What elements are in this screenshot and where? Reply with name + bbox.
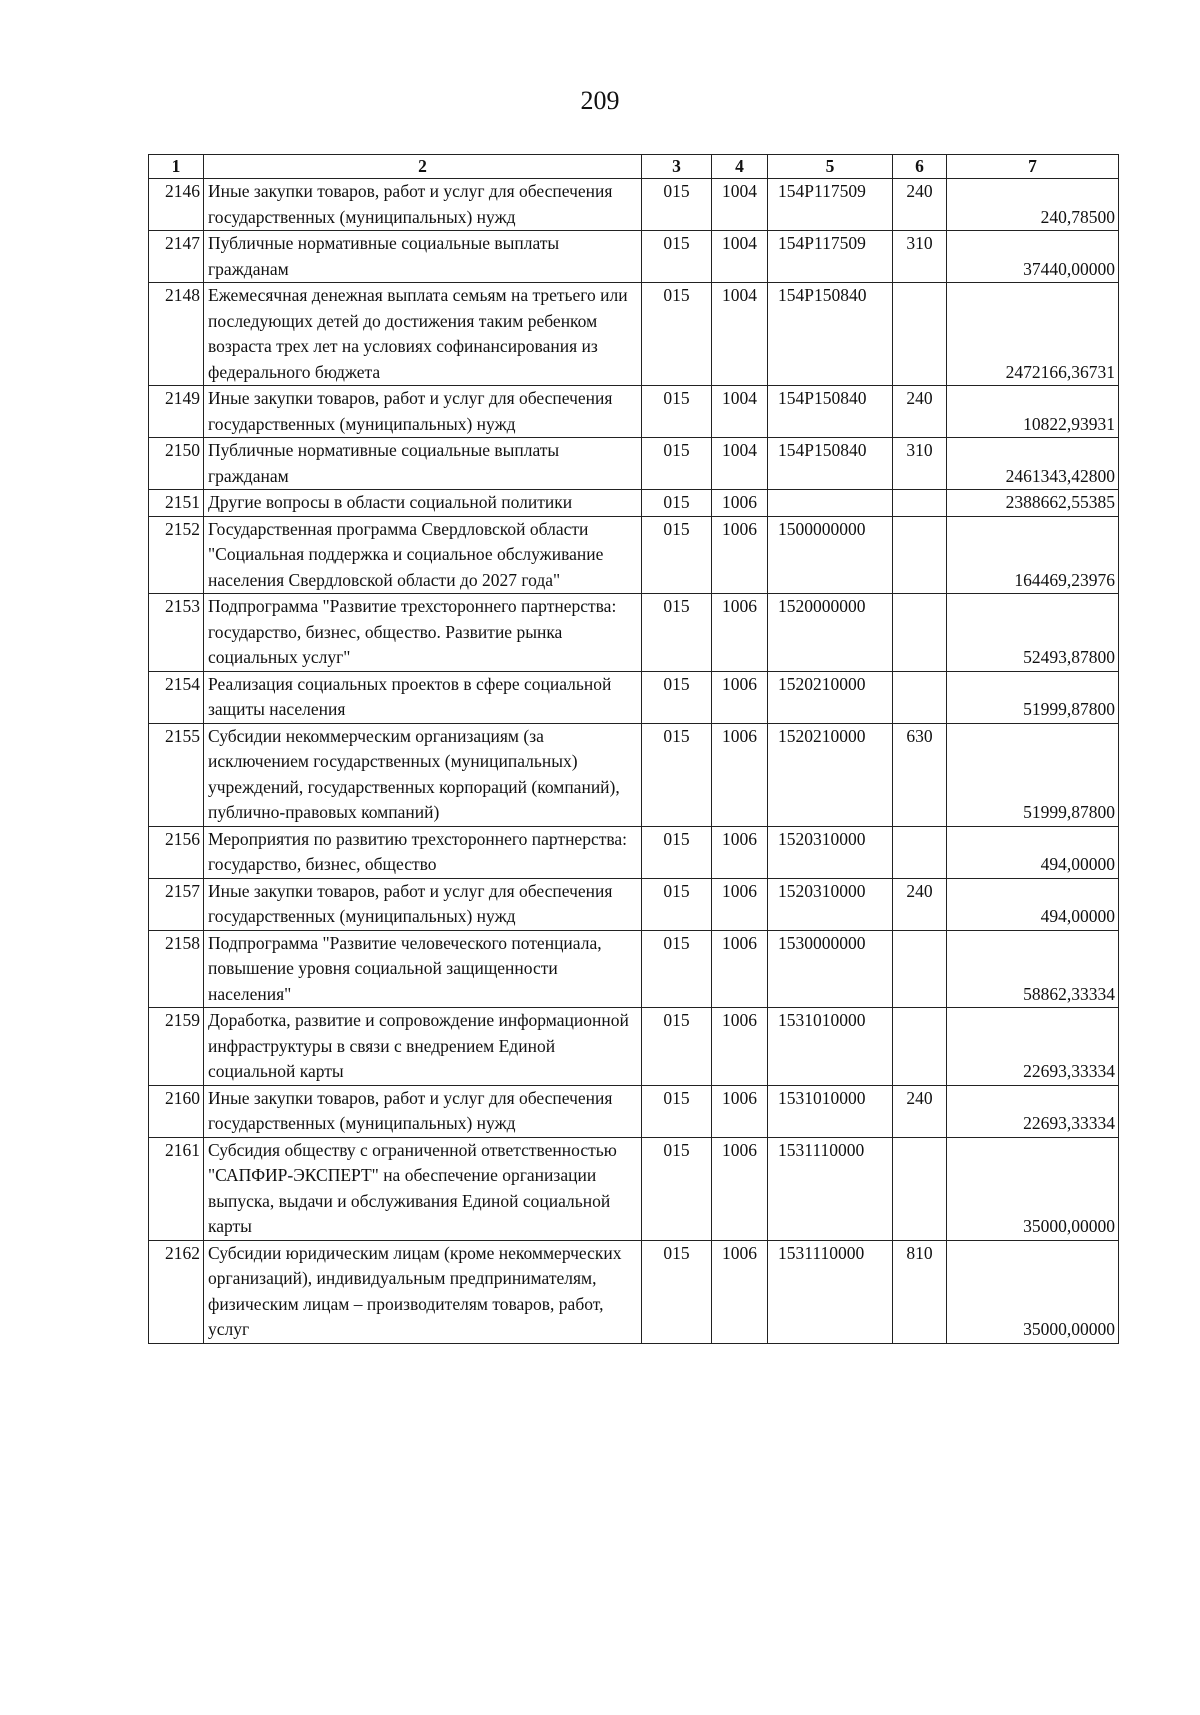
table-row — [149, 671, 1119, 723]
header-cell: 2 — [204, 155, 642, 179]
code-expense-type-cell: 310 — [893, 231, 947, 283]
code-target-cell: 154P150840 — [768, 283, 893, 386]
amount-cell: 10822,93931 — [947, 386, 1119, 438]
code-target-cell: 1500000000 — [768, 516, 893, 594]
header-cell: 5 — [768, 155, 893, 179]
code-section-cell: 1006 — [712, 1137, 768, 1240]
code-section-cell: 1006 — [712, 490, 768, 517]
row-name-cell: Иные закупки товаров, работ и услуг для обеспечения государственных (муниципальных) нужд — [204, 1085, 642, 1137]
code-section-cell: 1006 — [712, 671, 768, 723]
code-expense-type-cell — [893, 490, 947, 517]
code-target-cell: 1531110000 — [768, 1137, 893, 1240]
code-expense-type-cell: 810 — [893, 1240, 947, 1343]
table-row — [149, 723, 1119, 826]
row-number-cell: 2147 — [149, 231, 204, 283]
code-target-cell: 1520210000 — [768, 723, 893, 826]
code-target-cell: 154P150840 — [768, 438, 893, 490]
row-number-cell: 2158 — [149, 930, 204, 1008]
row-number-cell: 2152 — [149, 516, 204, 594]
code-section-cell: 1004 — [712, 179, 768, 231]
code-expense-type-cell: 630 — [893, 723, 947, 826]
amount-cell: 35000,00000 — [947, 1240, 1119, 1343]
code-admin-cell: 015 — [642, 1137, 712, 1240]
code-target-cell: 1520310000 — [768, 826, 893, 878]
row-name-cell: Ежемесячная денежная выплата семьям на третьего или последующих детей до достижения таким ребенком возраста трех лет на условиях софинансирования из федерального бюджета — [204, 283, 642, 386]
code-section-cell: 1004 — [712, 283, 768, 386]
row-number-cell: 2160 — [149, 1085, 204, 1137]
amount-cell: 58862,33334 — [947, 930, 1119, 1008]
table-row — [149, 1085, 1119, 1137]
row-name-cell: Реализация социальных проектов в сфере социальной защиты населения — [204, 671, 642, 723]
row-name-cell: Публичные нормативные социальные выплаты гражданам — [204, 438, 642, 490]
code-expense-type-cell: 240 — [893, 1085, 947, 1137]
table-row — [149, 878, 1119, 930]
row-name-cell: Подпрограмма "Развитие трехстороннего партнерства: государство, бизнес, общество. Развитие рынка социальных услуг" — [204, 594, 642, 672]
amount-cell: 494,00000 — [947, 878, 1119, 930]
amount-cell: 494,00000 — [947, 826, 1119, 878]
row-name-cell: Субсидии некоммерческим организациям (за исключением государственных (муниципальных) учреждений, государственных корпораций (компаний), публично-правовых компаний) — [204, 723, 642, 826]
code-section-cell: 1006 — [712, 930, 768, 1008]
code-section-cell: 1006 — [712, 1008, 768, 1086]
code-section-cell: 1006 — [712, 516, 768, 594]
code-target-cell: 1531010000 — [768, 1008, 893, 1086]
row-number-cell: 2156 — [149, 826, 204, 878]
row-number-cell: 2150 — [149, 438, 204, 490]
row-number-cell: 2149 — [149, 386, 204, 438]
row-name-cell: Мероприятия по развитию трехстороннего партнерства: государство, бизнес, общество — [204, 826, 642, 878]
table-row — [149, 826, 1119, 878]
amount-cell: 35000,00000 — [947, 1137, 1119, 1240]
code-expense-type-cell — [893, 930, 947, 1008]
row-name-cell: Иные закупки товаров, работ и услуг для обеспечения государственных (муниципальных) нужд — [204, 179, 642, 231]
table-row — [149, 594, 1119, 672]
table-row — [149, 490, 1119, 517]
row-number-cell: 2162 — [149, 1240, 204, 1343]
table-row — [149, 1008, 1119, 1086]
row-number-cell: 2148 — [149, 283, 204, 386]
amount-cell: 52493,87800 — [947, 594, 1119, 672]
code-admin-cell: 015 — [642, 516, 712, 594]
code-admin-cell: 015 — [642, 231, 712, 283]
code-section-cell: 1006 — [712, 1085, 768, 1137]
code-section-cell: 1006 — [712, 878, 768, 930]
code-admin-cell: 015 — [642, 1008, 712, 1086]
page-number: 209 — [580, 86, 620, 115]
table-row — [149, 283, 1119, 386]
row-number-cell: 2159 — [149, 1008, 204, 1086]
code-admin-cell: 015 — [642, 826, 712, 878]
table-row — [149, 930, 1119, 1008]
amount-cell: 22693,33334 — [947, 1008, 1119, 1086]
row-name-cell: Подпрограмма "Развитие человеческого потенциала, повышение уровня социальной защищенности населения" — [204, 930, 642, 1008]
amount-cell: 51999,87800 — [947, 671, 1119, 723]
row-name-cell: Субсидия обществу с ограниченной ответственностью "САПФИР-ЭКСПЕРТ" на обеспечение организации выпуска, выдачи и обслуживания Единой социальной карты — [204, 1137, 642, 1240]
table-row — [149, 179, 1119, 231]
amount-cell: 2388662,55385 — [947, 490, 1119, 517]
code-target-cell: 1520210000 — [768, 671, 893, 723]
row-number-cell: 2155 — [149, 723, 204, 826]
amount-cell: 51999,87800 — [947, 723, 1119, 826]
table-row — [149, 438, 1119, 490]
table-body — [149, 179, 1119, 1344]
code-admin-cell: 015 — [642, 930, 712, 1008]
code-target-cell: 1531110000 — [768, 1240, 893, 1343]
code-target-cell: 154P117509 — [768, 231, 893, 283]
row-name-cell: Доработка, развитие и сопровождение информационной инфраструктуры в связи с внедрением Единой социальной карты — [204, 1008, 642, 1086]
amount-cell: 22693,33334 — [947, 1085, 1119, 1137]
table-row — [149, 231, 1119, 283]
amount-cell: 37440,00000 — [947, 231, 1119, 283]
row-number-cell: 2161 — [149, 1137, 204, 1240]
table-row — [149, 386, 1119, 438]
header-cell: 6 — [893, 155, 947, 179]
code-section-cell: 1006 — [712, 723, 768, 826]
row-name-cell: Субсидии юридическим лицам (кроме некоммерческих организаций), индивидуальным предпринимателям, физическим лицам – производителям товаров, работ, услуг — [204, 1240, 642, 1343]
amount-cell: 240,78500 — [947, 179, 1119, 231]
code-section-cell: 1006 — [712, 594, 768, 672]
header-cell: 3 — [642, 155, 712, 179]
row-name-cell: Иные закупки товаров, работ и услуг для обеспечения государственных (муниципальных) нужд — [204, 386, 642, 438]
code-expense-type-cell — [893, 283, 947, 386]
row-number-cell: 2151 — [149, 490, 204, 517]
budget-table — [148, 154, 1119, 1344]
code-section-cell: 1004 — [712, 231, 768, 283]
code-expense-type-cell — [893, 671, 947, 723]
code-admin-cell: 015 — [642, 179, 712, 231]
code-admin-cell: 015 — [642, 723, 712, 826]
code-admin-cell: 015 — [642, 386, 712, 438]
code-admin-cell: 015 — [642, 438, 712, 490]
code-admin-cell: 015 — [642, 878, 712, 930]
code-admin-cell: 015 — [642, 1085, 712, 1137]
header-cell: 4 — [712, 155, 768, 179]
code-section-cell: 1006 — [712, 1240, 768, 1343]
row-number-cell: 2157 — [149, 878, 204, 930]
code-admin-cell: 015 — [642, 1240, 712, 1343]
code-expense-type-cell — [893, 516, 947, 594]
code-expense-type-cell — [893, 594, 947, 672]
code-admin-cell: 015 — [642, 671, 712, 723]
table-row — [149, 1240, 1119, 1343]
code-admin-cell: 015 — [642, 490, 712, 517]
code-target-cell: 154P117509 — [768, 179, 893, 231]
header-cell: 1 — [149, 155, 204, 179]
amount-cell: 164469,23976 — [947, 516, 1119, 594]
amount-cell: 2461343,42800 — [947, 438, 1119, 490]
code-section-cell: 1004 — [712, 386, 768, 438]
code-expense-type-cell: 310 — [893, 438, 947, 490]
header-cell: 7 — [947, 155, 1119, 179]
row-name-cell: Государственная программа Свердловской области "Социальная поддержка и социальное обслуживание населения Свердловской области до 2027 года" — [204, 516, 642, 594]
code-target-cell: 1531010000 — [768, 1085, 893, 1137]
row-name-cell: Иные закупки товаров, работ и услуг для обеспечения государственных (муниципальных) нужд — [204, 878, 642, 930]
code-admin-cell: 015 — [642, 283, 712, 386]
code-target-cell: 1520310000 — [768, 878, 893, 930]
code-target-cell — [768, 490, 893, 517]
code-expense-type-cell: 240 — [893, 179, 947, 231]
code-admin-cell: 015 — [642, 594, 712, 672]
amount-cell: 2472166,36731 — [947, 283, 1119, 386]
code-expense-type-cell — [893, 826, 947, 878]
row-number-cell: 2153 — [149, 594, 204, 672]
header-row — [149, 155, 1119, 179]
row-number-cell: 2154 — [149, 671, 204, 723]
code-expense-type-cell — [893, 1008, 947, 1086]
code-expense-type-cell: 240 — [893, 878, 947, 930]
code-section-cell: 1004 — [712, 438, 768, 490]
code-target-cell: 1520000000 — [768, 594, 893, 672]
table-row — [149, 1137, 1119, 1240]
code-target-cell: 154P150840 — [768, 386, 893, 438]
table-row — [149, 516, 1119, 594]
row-name-cell: Публичные нормативные социальные выплаты гражданам — [204, 231, 642, 283]
code-expense-type-cell — [893, 1137, 947, 1240]
code-expense-type-cell: 240 — [893, 386, 947, 438]
row-name-cell: Другие вопросы в области социальной политики — [204, 490, 642, 517]
code-section-cell: 1006 — [712, 826, 768, 878]
code-target-cell: 1530000000 — [768, 930, 893, 1008]
row-number-cell: 2146 — [149, 179, 204, 231]
